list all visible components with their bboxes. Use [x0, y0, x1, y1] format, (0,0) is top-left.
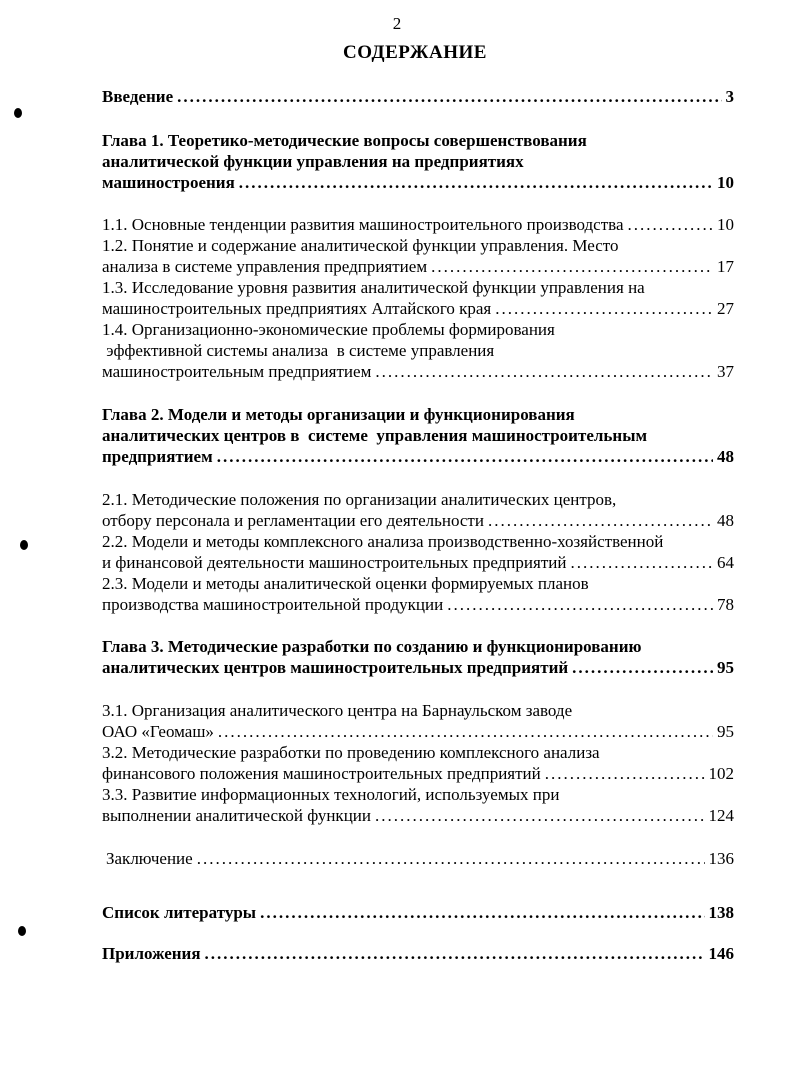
toc-entry-chapter-2[interactable]	[102, 404, 734, 467]
toc-entry-conclusion[interactable]	[106, 848, 734, 869]
toc-entry-appendices[interactable]	[102, 943, 734, 964]
toc-last-line: выполнении аналитической функции ..... 124	[102, 805, 734, 826]
toc-line: 1.3. Исследование уровня развития аналитической функции управления на	[102, 278, 645, 297]
toc-last-line: Приложения ..... 146	[102, 943, 734, 964]
toc-page-number: 95	[717, 658, 734, 677]
toc-page-number: 48	[717, 511, 734, 530]
toc-line: 2.3. Модели и методы аналитической оценки формируемых планов	[102, 574, 589, 593]
toc-line: 3.2. Методические разработки по проведению комплексного анализа	[102, 743, 600, 762]
toc-last-line: анализа в системе управления предприятием ..... 17	[102, 256, 734, 277]
toc-line: аналитических центров в системе управления машиностроительным	[102, 426, 648, 445]
scan-mark	[14, 108, 22, 118]
toc-entry-1-4[interactable]	[102, 319, 734, 382]
toc-line: 2.1. Методические положения по организации аналитических центров,	[102, 490, 617, 509]
toc-entry-2-2[interactable]	[102, 531, 734, 573]
toc-page-number: 95	[717, 722, 734, 741]
toc-page-number: 17	[717, 257, 734, 276]
toc-line: 1.2. Понятие и содержание аналитической функции управления. Место	[102, 236, 619, 255]
page-title: СОДЕРЖАНИЕ	[343, 42, 487, 63]
toc-last-line: машиностроения ..... 10	[102, 172, 734, 193]
toc-line: Глава 1. Теоретико-методические вопросы совершенствования	[102, 131, 587, 150]
toc-last-line: аналитических центров машиностроительных предприятий ..... 95	[102, 657, 734, 678]
toc-page-number: 124	[708, 806, 734, 825]
toc-last-line: машиностроительным предприятием ..... 37	[102, 361, 734, 382]
toc-line: Глава 2. Модели и методы организации и функционирования	[102, 405, 575, 424]
toc-last-line: предприятием ..... 48	[102, 446, 734, 467]
toc-page-number: 3	[725, 87, 734, 106]
toc-entry-1-3[interactable]	[102, 277, 734, 319]
toc-entry-references[interactable]	[102, 902, 734, 923]
toc-line: эффективной системы анализа в системе управления	[102, 341, 495, 360]
toc-page-number: 10	[717, 173, 734, 192]
toc-entry-1-2[interactable]	[102, 235, 734, 277]
scan-mark	[20, 540, 28, 550]
page-number: 2	[392, 14, 402, 33]
toc-line: аналитической функции управления на предприятиях	[102, 152, 524, 171]
toc-page-number: 48	[717, 447, 734, 466]
toc-line: 3.3. Развитие информационных технологий, используемых при	[102, 785, 560, 804]
toc-page-number: 78	[717, 595, 734, 614]
toc-entry-1-1[interactable]	[102, 214, 734, 235]
toc-entry-chapter-1[interactable]	[102, 130, 734, 193]
toc-line: Глава 3. Методические разработки по созданию и функционированию	[102, 637, 642, 656]
toc-last-line: Список литературы ..... 138	[102, 902, 734, 923]
toc-last-line: производства машиностроительной продукции ..... 78	[102, 594, 734, 615]
toc-page-number: 64	[717, 553, 734, 572]
toc-last-line: Введение ..... 3	[102, 86, 734, 107]
toc-page-number: 136	[708, 849, 734, 868]
toc-entry-2-1[interactable]	[102, 489, 734, 531]
toc-last-line: 1.1. Основные тенденции развития машиностроительного производства ..... 10	[102, 214, 734, 235]
toc-last-line: отбору персонала и регламентации его деятельности ..... 48	[102, 510, 734, 531]
toc-line: 3.1. Организация аналитического центра на Барнаульском заводе	[102, 701, 573, 720]
toc-line: 2.2. Модели и методы комплексного анализа производственно-хозяйственной	[102, 532, 664, 551]
toc-page-number: 10	[717, 215, 734, 234]
toc-last-line: машиностроительных предприятиях Алтайского края ..... 27	[102, 298, 734, 319]
toc-page-number: 102	[708, 764, 734, 783]
toc-entry-chapter-3[interactable]	[102, 636, 734, 678]
toc-last-line: ОАО «Геомаш» ..... 95	[102, 721, 734, 742]
toc-last-line: Заключение ..... 136	[106, 848, 734, 869]
toc-last-line: и финансовой деятельности машиностроительных предприятий ..... 64	[102, 552, 734, 573]
toc-page-number: 146	[708, 944, 734, 963]
scan-mark	[18, 926, 26, 936]
toc-page-number: 138	[708, 903, 734, 922]
toc-page-number: 37	[717, 362, 734, 381]
toc-entry-3-2[interactable]	[102, 742, 734, 784]
toc-entry-3-3[interactable]	[102, 784, 734, 826]
toc-entry-3-1[interactable]	[102, 700, 734, 742]
toc-entry-introduction[interactable]	[102, 86, 734, 107]
toc-last-line: финансового положения машиностроительных предприятий ..... 102	[102, 763, 734, 784]
toc-page-number: 27	[717, 299, 734, 318]
toc-line: 1.4. Организационно-экономические проблемы формирования	[102, 320, 555, 339]
toc-entry-2-3[interactable]	[102, 573, 734, 615]
